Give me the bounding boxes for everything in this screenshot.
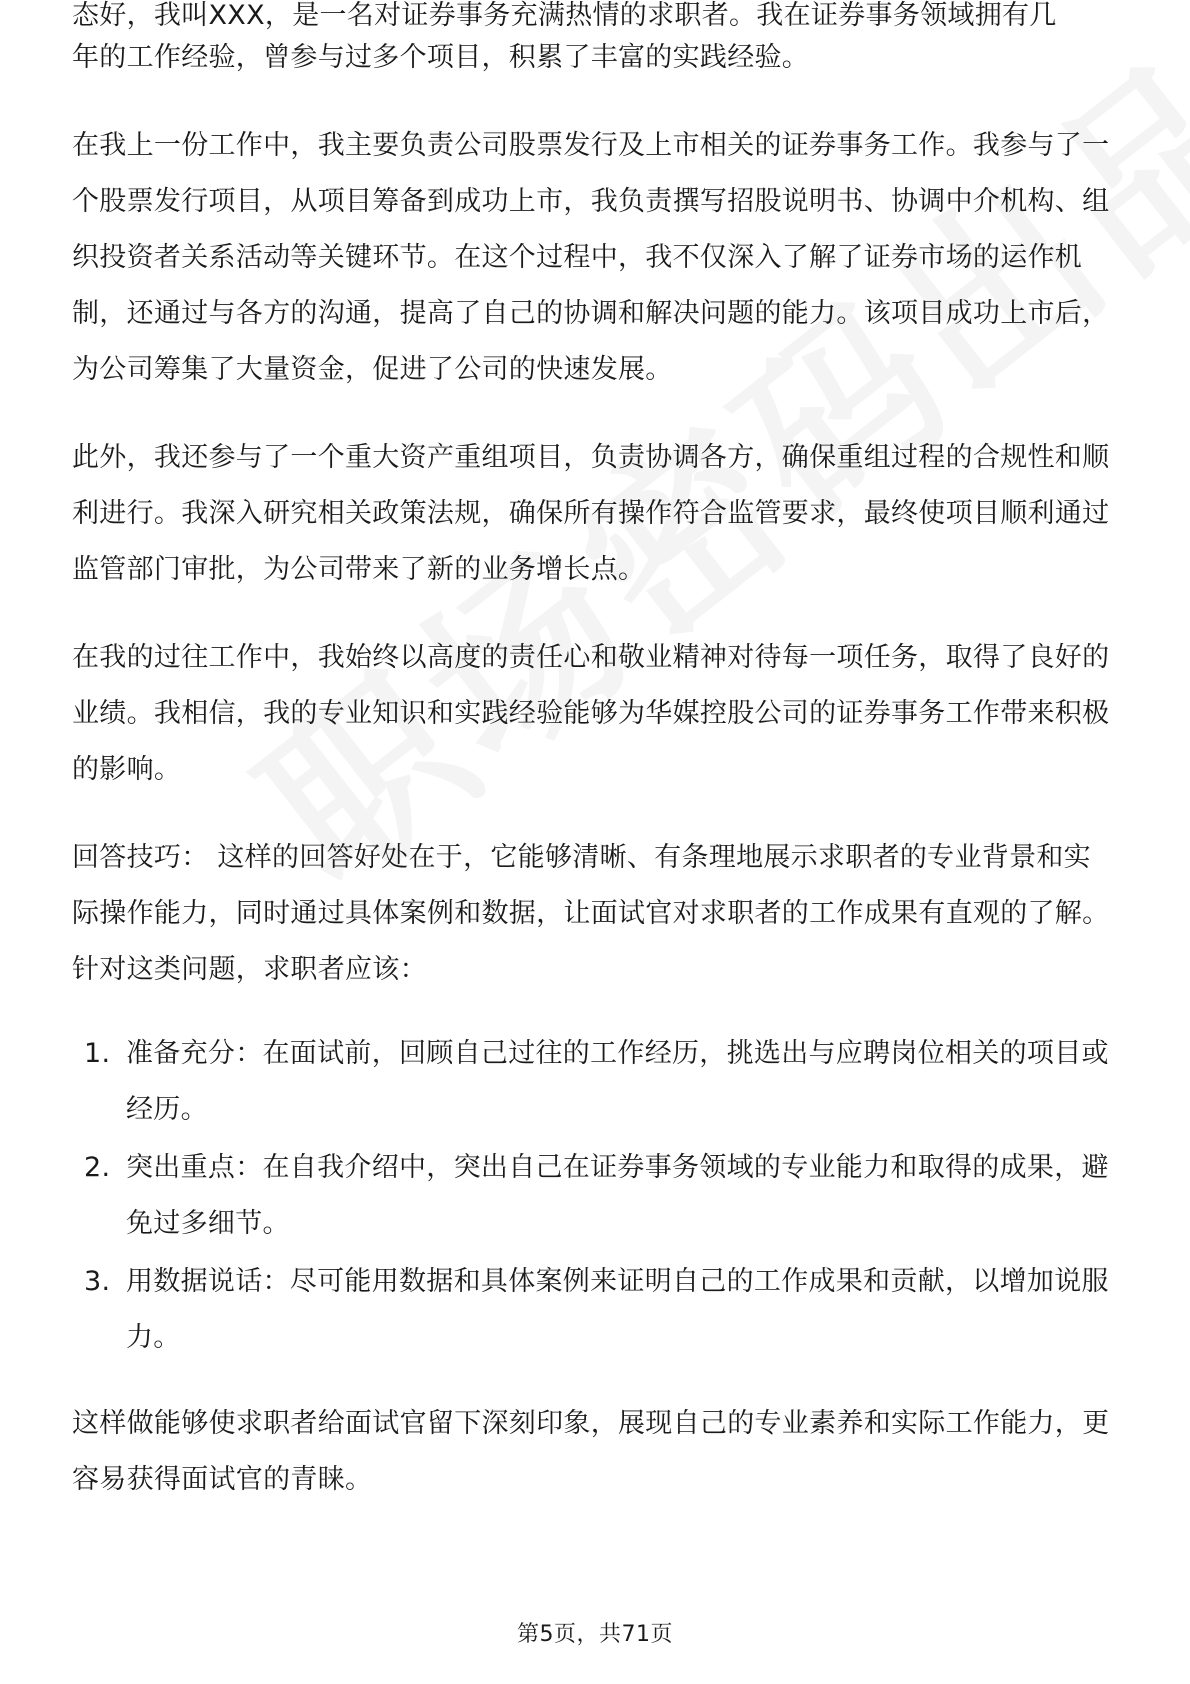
paragraph: 此外，我还参与了一个重大资产重组项目，负责协调各方，确保重组过程的合规性和顺利进行。我深入研究相关政策法规，确保所有操作符合监管要求，最终使项目顺利通过监管部门审批，为公司带来了新的业务增长点。 [72,442,1110,585]
page-footer [0,1620,1190,1650]
list-item-text: 突出重点：在自我介绍中，突出自己在证券事务领域的专业能力和取得的成果，避免过多细节。 [126,1152,1109,1239]
list-number: 3. [84,1266,111,1297]
paragraph-continued [72,0,1118,30]
page-number: 第5页，共71页 [517,1622,673,1647]
partial-line: 态好，我叫XXX，是一名对证券事务充满热情的求职者。我在证券事务领域拥有几 [72,0,1057,30]
paragraph: 年的工作经验，曾参与过多个项目，积累了丰富的实践经验。 [72,42,810,73]
paragraph: 在我的过往工作中，我始终以高度的责任心和敬业精神对待每一项任务，取得了良好的业绩。我相信，我的专业知识和实践经验能够为华媒控股公司的证券事务工作带来积极的影响。 [72,642,1110,785]
tips-paragraph: 回答技巧： 这样的回答好处在于，它能够清晰、有条理地展示求职者的专业背景和实际操作能力，同时通过具体案例和数据，让面试官对求职者的工作成果有直观的了解。针对这类问题，求职者应该： [72,842,1110,985]
list-item-text: 用数据说话：尽可能用数据和具体案例来证明自己的工作成果和贡献，以增加说服力。 [126,1266,1109,1353]
closing-paragraph: 这样做能够使求职者给面试官留下深刻印象，展现自己的专业素养和实际工作能力，更容易获得面试官的青睐。 [72,1408,1110,1495]
list-item [72,1140,1118,1252]
list-item-text: 准备充分：在面试前，回顾自己过往的工作经历，挑选出与应聘岗位相关的项目或经历。 [126,1038,1109,1125]
list-number: 2. [84,1152,111,1183]
document-body [72,0,1118,1540]
list-item [72,1254,1118,1366]
list-item [72,1026,1118,1138]
list-number: 1. [84,1038,111,1069]
paragraph: 在我上一份工作中，我主要负责公司股票发行及上市相关的证券事务工作。我参与了一个股票发行项目，从项目筹备到成功上市，我负责撰写招股说明书、协调中介机构、组织投资者关系活动等关键环节。在这个过程中，我不仅深入了解了证券市场的运作机制，还通过与各方的沟通，提高了自己的协调和解决问题的能力。该项目成功上市后，为公司筹集了大量资金，促进了公司的快速发展。 [72,130,1110,385]
tips-list [72,1026,1118,1366]
